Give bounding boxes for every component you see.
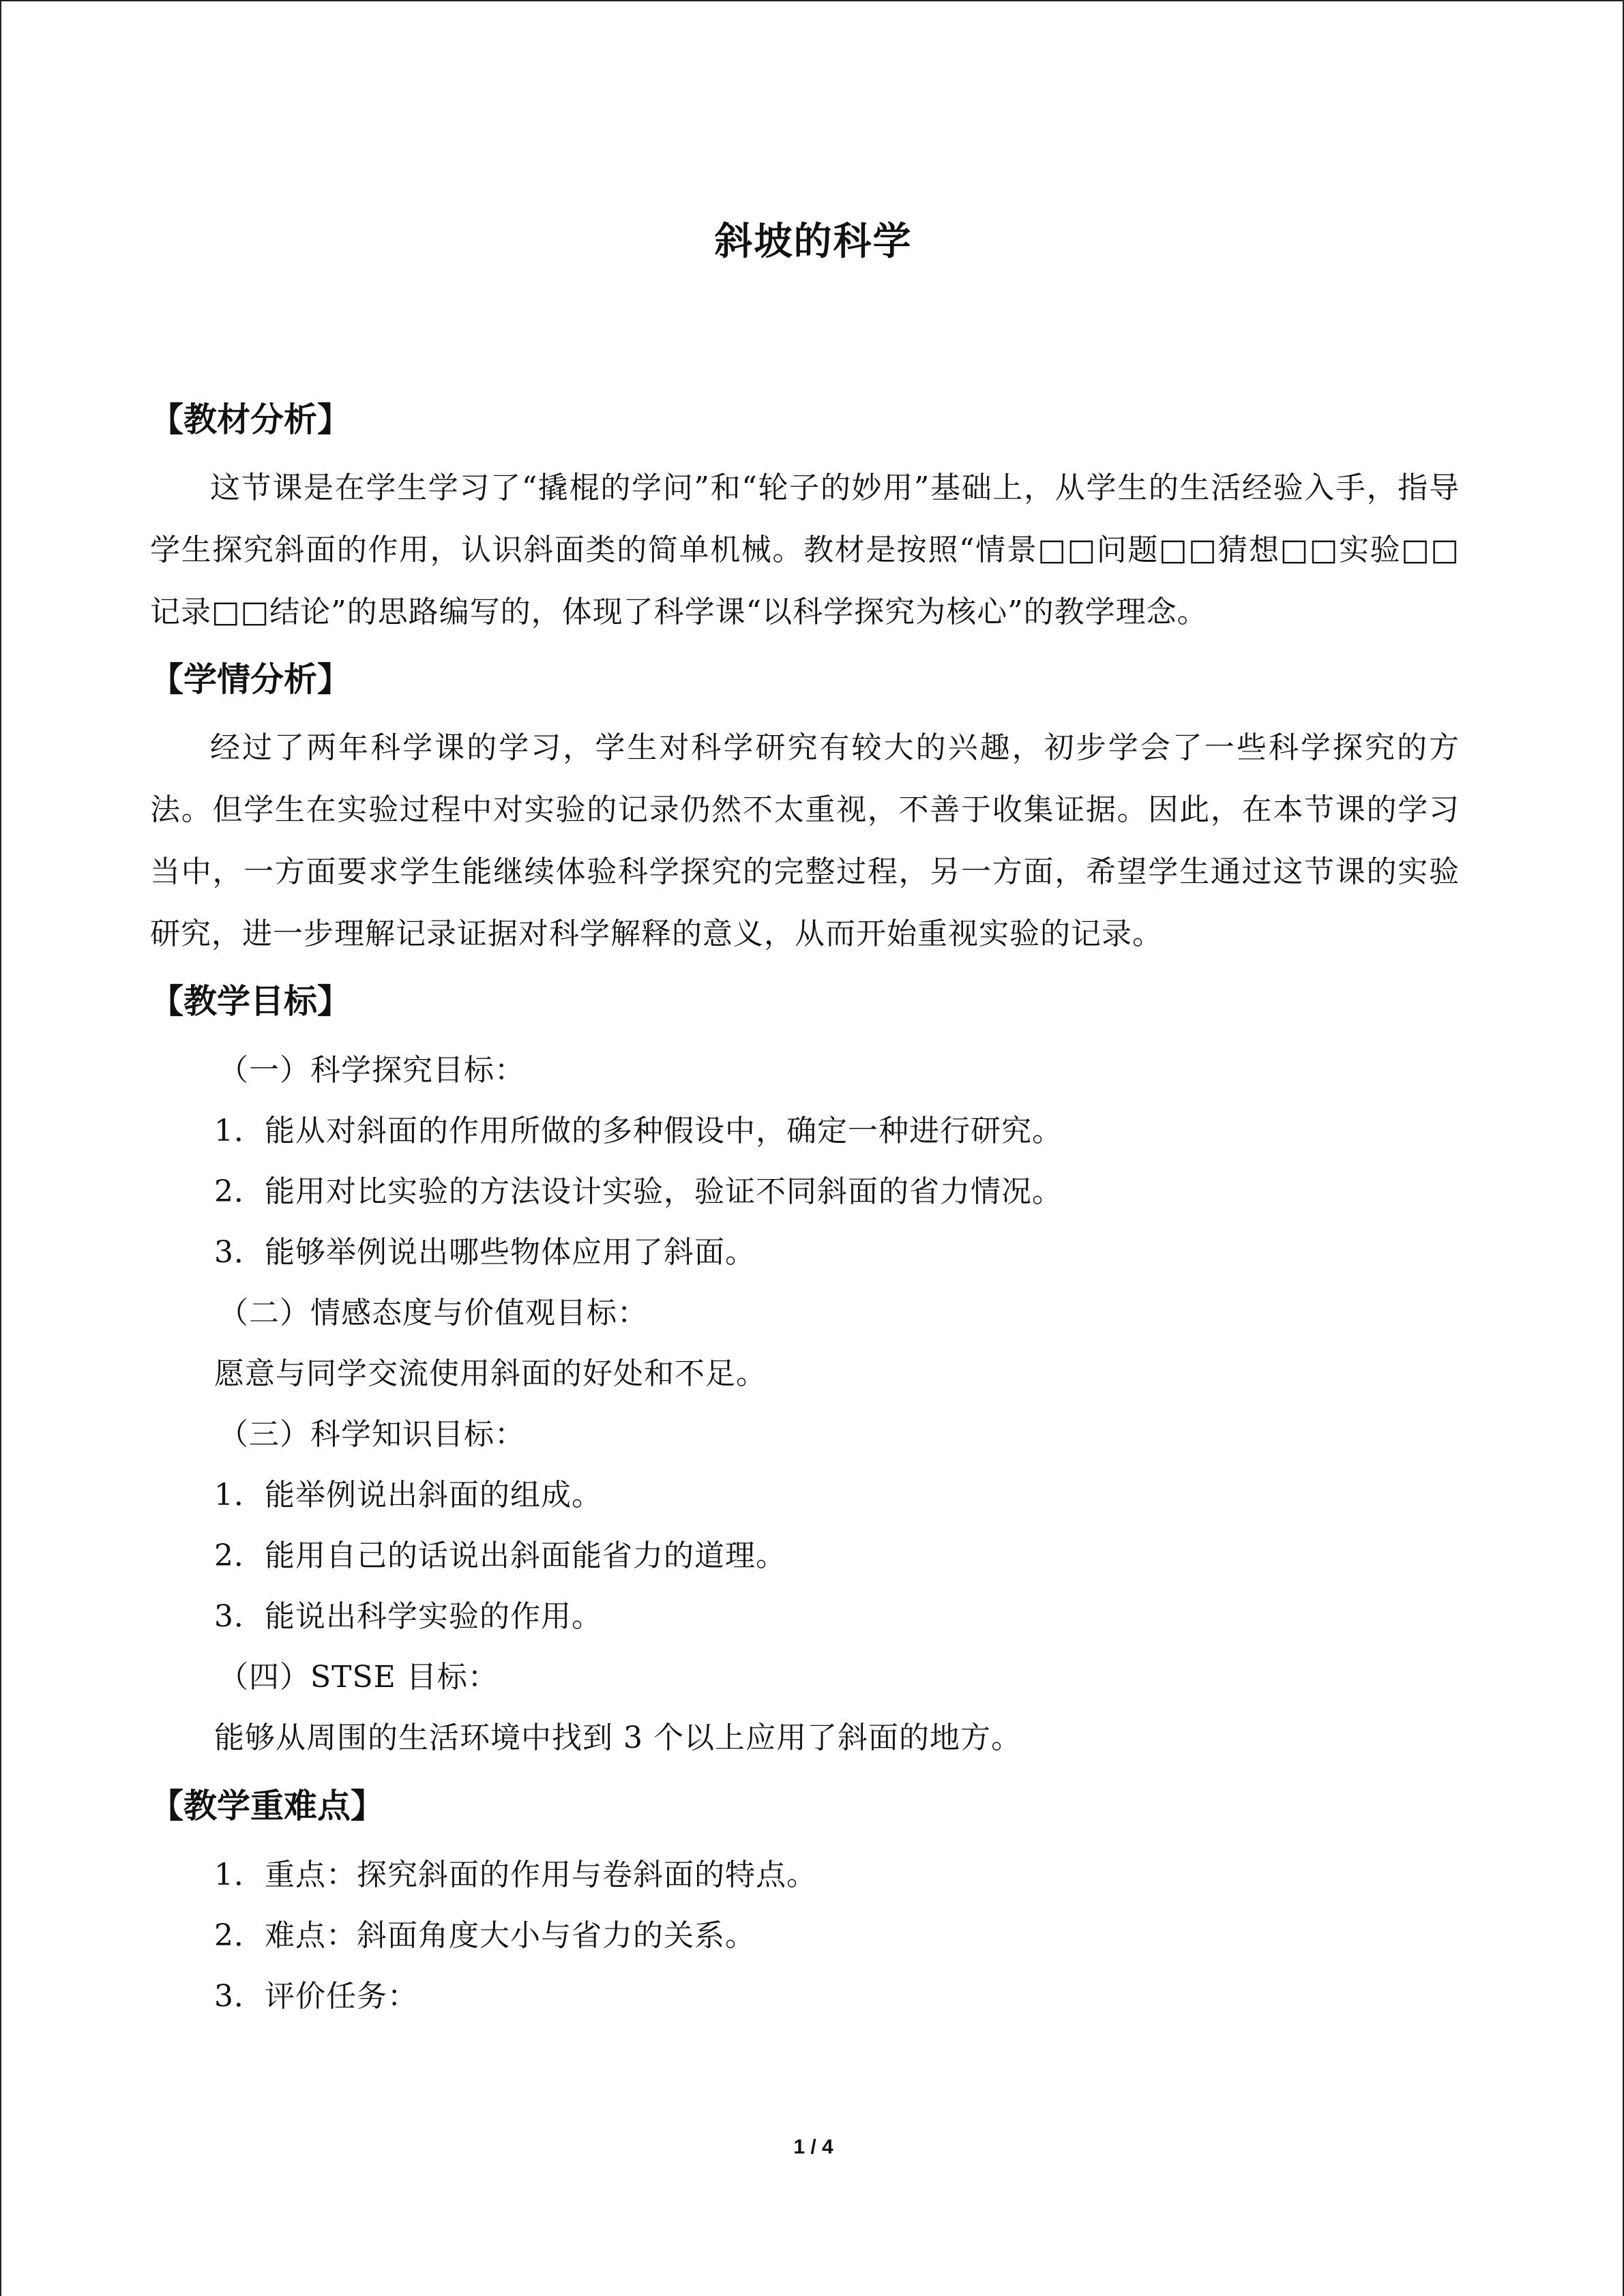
page-number: 1 / 4 bbox=[793, 2136, 833, 2158]
materials-paragraph: 这节课是在学生学习了“撬棍的学问”和“轮子的妙用”基础上，从学生的生活经验入手，指导学生探究斜面的作用，认识斜面类的简单机械。教材是按照“情景□□问题□□猜想□□实验□□记录□□结论”的思路编写的，体现了科学课“以科学探究为核心”的教学理念。 bbox=[150, 471, 1460, 629]
goals-subheading-inquiry: （一）科学探究目标： bbox=[218, 1053, 525, 1088]
document-body bbox=[150, 383, 1460, 2033]
goals-subheading-attitude: （二）情感态度与价值观目标： bbox=[218, 1296, 648, 1330]
key-points-list-item: 1．重点：探究斜面的作用与卷斜面的特点。 bbox=[214, 1858, 817, 1892]
goals-list-item: 1．能从对斜面的作用所做的多种假设中，确定一种进行研究。 bbox=[214, 1114, 1063, 1148]
section-heading-materials: 【教材分析】 bbox=[150, 400, 351, 439]
key-points-list-item: 3．评价任务： bbox=[214, 1979, 418, 2014]
goals-list-item: 3．能够举例说出哪些物体应用了斜面。 bbox=[214, 1235, 756, 1270]
key-points-list bbox=[150, 1845, 1460, 2027]
section-heading-students: 【学情分析】 bbox=[150, 660, 351, 699]
goals-subheading-knowledge: （三）科学知识目标： bbox=[218, 1417, 525, 1452]
goals-subheading-stse: （四）STSE 目标： bbox=[218, 1660, 499, 1695]
goals-list-item: 3．能说出科学实验的作用。 bbox=[214, 1599, 602, 1634]
goals-list bbox=[150, 1040, 1460, 1768]
goals-list-item: 1．能举例说出斜面的组成。 bbox=[214, 1478, 602, 1512]
goals-list-item: 能够从周围的生活环境中找到 3 个以上应用了斜面的地方。 bbox=[214, 1720, 1022, 1755]
section-heading-goals: 【教学目标】 bbox=[150, 982, 351, 1021]
page-title: 斜坡的科学 bbox=[714, 220, 913, 264]
section-heading-key-points: 【教学重难点】 bbox=[150, 1787, 385, 1825]
goals-list-item: 2．能用自己的话说出斜面能省力的道理。 bbox=[214, 1538, 786, 1573]
goals-list-item: 愿意与同学交流使用斜面的好处和不足。 bbox=[214, 1356, 767, 1391]
goals-list-item: 2．能用对比实验的方法设计实验，验证不同斜面的省力情况。 bbox=[214, 1174, 1063, 1209]
key-points-list-item: 2．难点：斜面角度大小与省力的关系。 bbox=[214, 1918, 756, 1953]
students-paragraph: 经过了两年科学课的学习，学生对科学研究有较大的兴趣，初步学会了一些科学探究的方法。但学生在实验过程中对实验的记录仍然不太重视，不善于收集证据。因此，在本节课的学习当中，一方面要求学生能继续体验科学探究的完整过程，另一方面，希望学生通过这节课的实验研究，进一步理解记录证据对科学解释的意义，从而开始重视实验的记录。 bbox=[150, 730, 1460, 951]
